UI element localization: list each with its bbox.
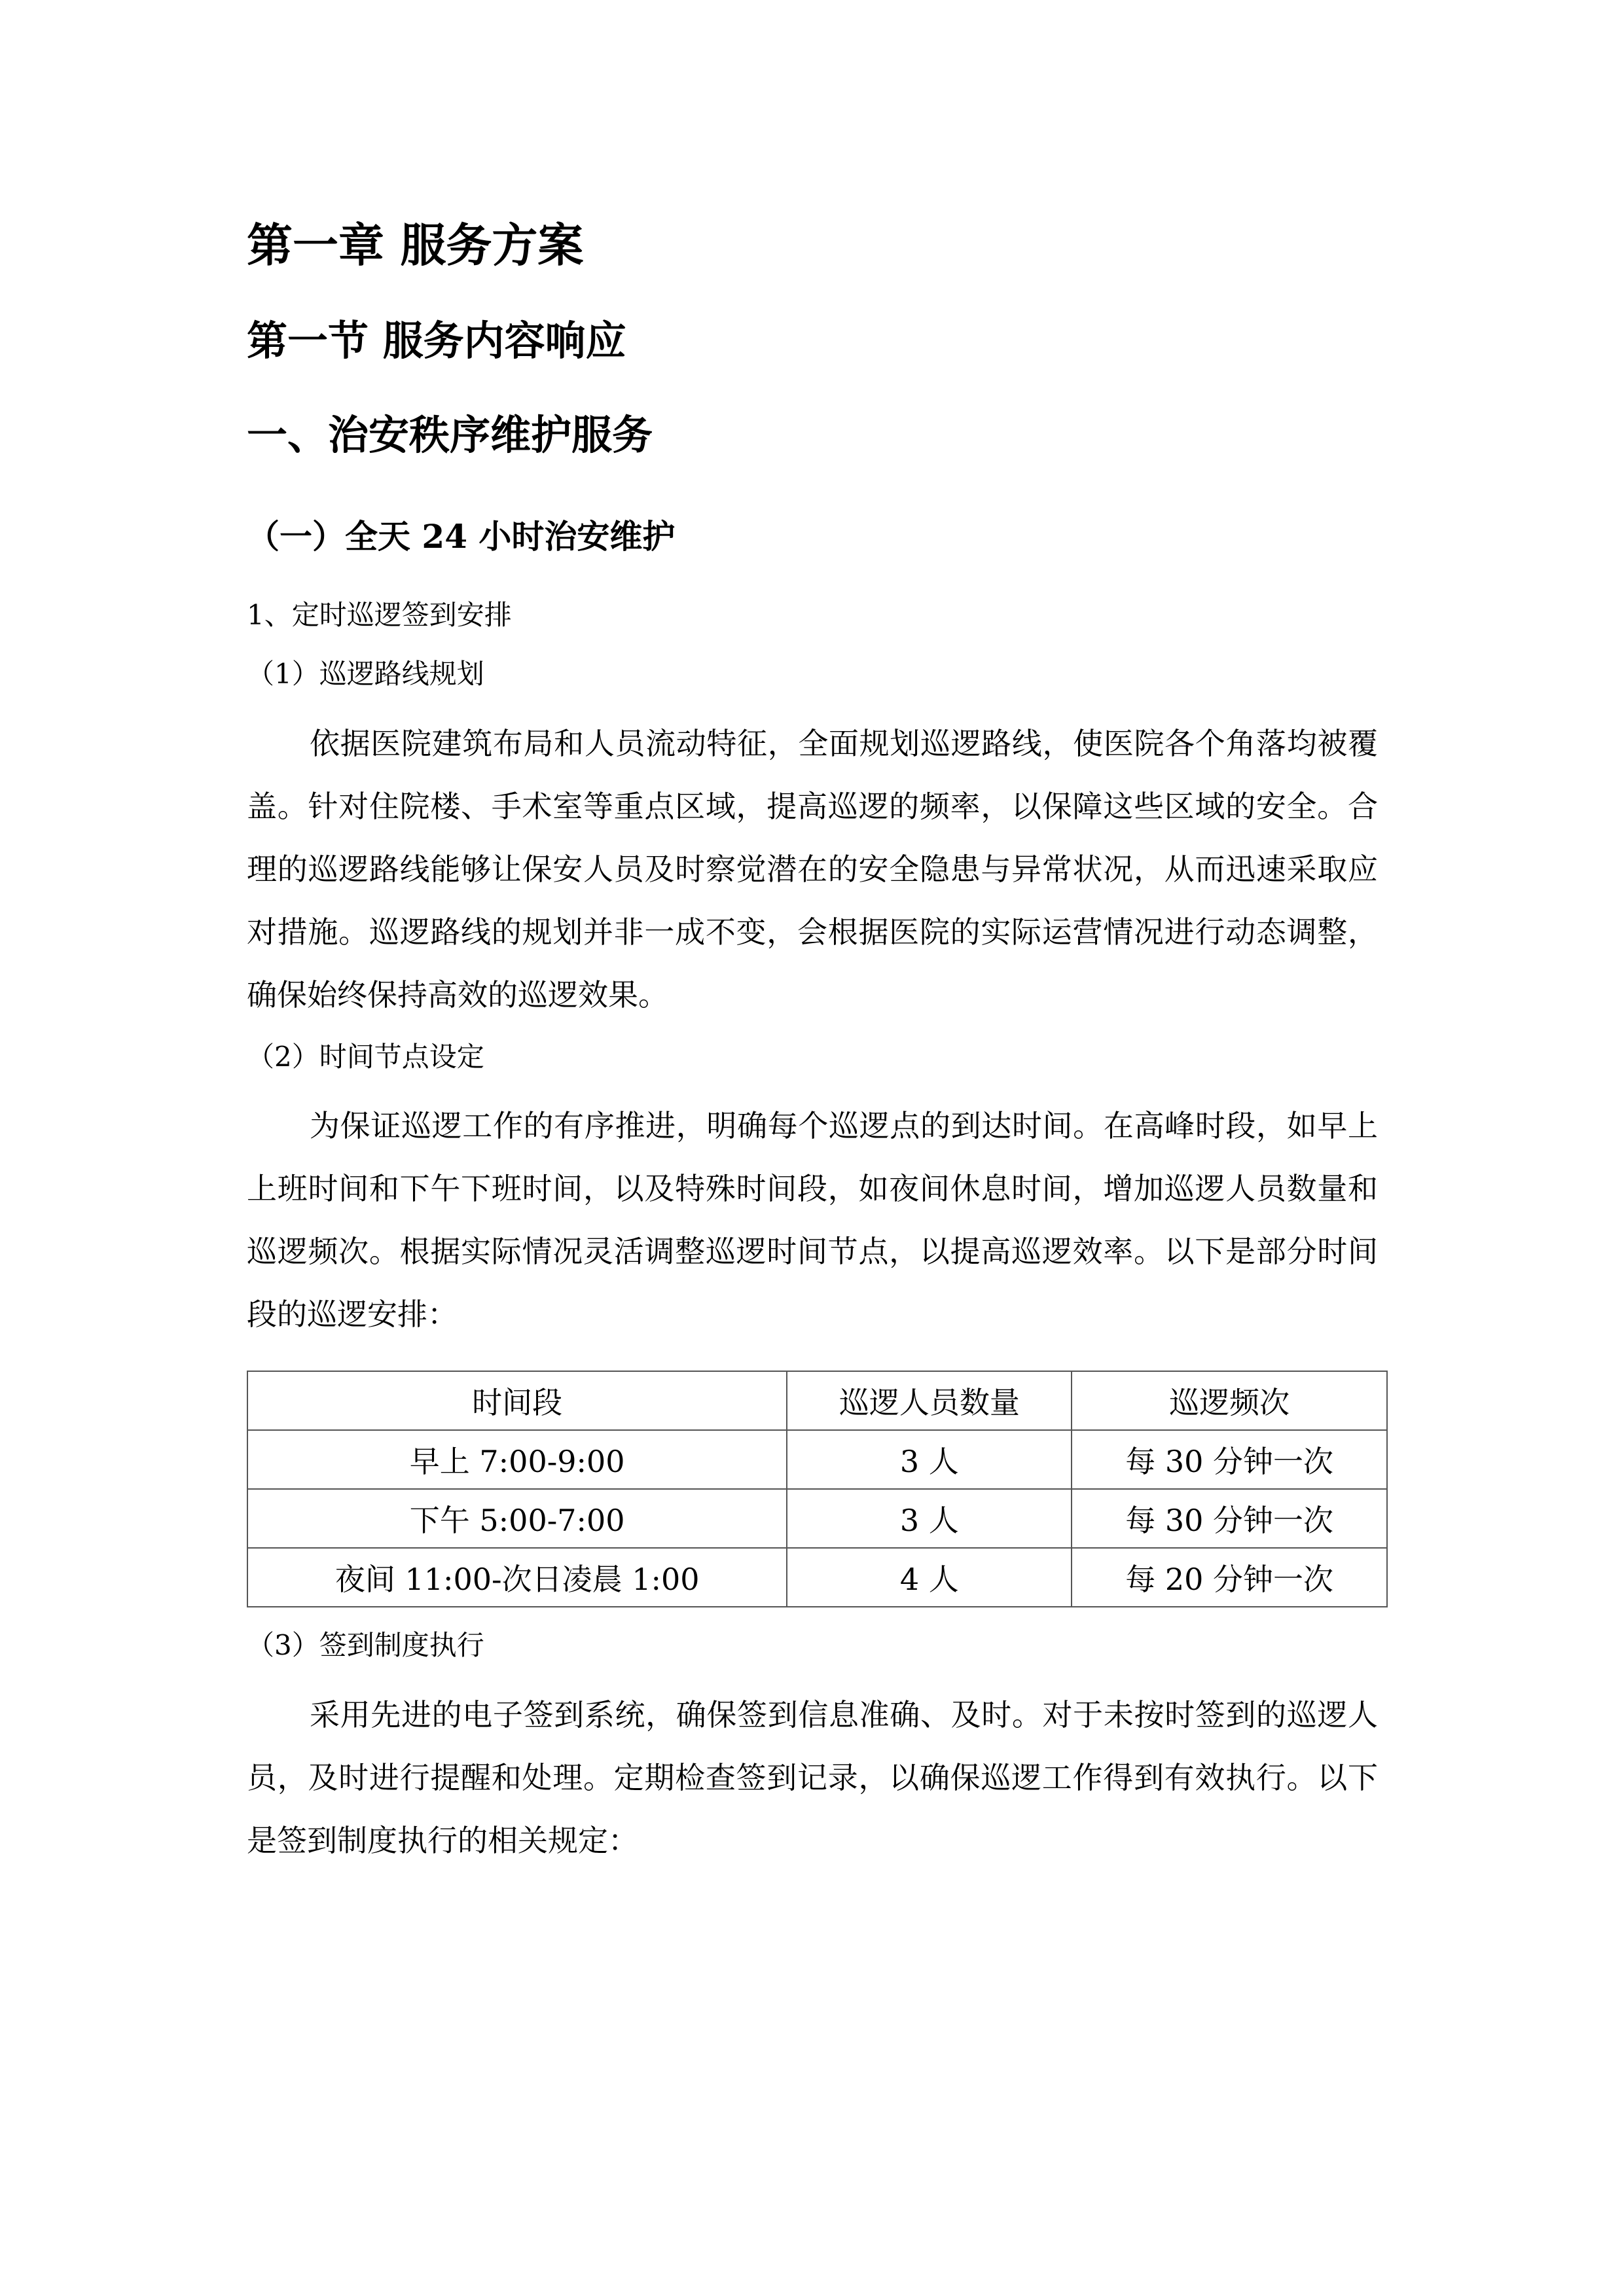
section-title: 第一节 服务内容响应	[247, 317, 626, 365]
table-cell: 3 人	[787, 1489, 1072, 1548]
item1-title: 1、定时巡逻签到安排	[247, 599, 512, 631]
table-cell: 每 30 分钟一次	[1072, 1430, 1387, 1489]
table-header-row	[247, 1371, 1387, 1430]
table-row	[247, 1548, 1387, 1607]
table-header-cell: 时间段	[247, 1371, 787, 1430]
sub1-paragraph: 依据医院建筑布局和人员流动特征，全面规划巡逻路线，使医院各个角落均被覆盖。针对住院楼、手术室等重点区域，提高巡逻的频率，以保障这些区域的安全。合理的巡逻路线能够让保安人员及时察觉潜在的安全隐患与异常状况，从而迅速采取应对措施。巡逻路线的规划并非一成不变，会根据医院的实际运营情况进行动态调整，确保始终保持高效的巡逻效果。	[247, 726, 1378, 1013]
table-cell: 下午 5:00-7:00	[247, 1489, 787, 1548]
table-cell: 早上 7:00-9:00	[247, 1430, 787, 1489]
table-cell: 4 人	[787, 1548, 1072, 1607]
sub3-title: （3）签到制度执行	[247, 1629, 484, 1661]
table-row	[247, 1430, 1387, 1489]
table-row	[247, 1489, 1387, 1548]
table-cell: 夜间 11:00-次日凌晨 1:00	[247, 1548, 787, 1607]
table-header-cell: 巡逻人员数量	[787, 1371, 1072, 1430]
table-header-cell: 巡逻频次	[1072, 1371, 1387, 1430]
sub1-title: （1）巡逻路线规划	[247, 658, 484, 690]
sub2-paragraph: 为保证巡逻工作的有序推进，明确每个巡逻点的到达时间。在高峰时段，如早上上班时间和下午下班时间，以及特殊时间段，如夜间休息时间，增加巡逻人员数量和巡逻频次。根据实际情况灵活调整巡逻时间节点，以提高巡逻效率。以下是部分时间段的巡逻安排：	[247, 1108, 1378, 1332]
subsection-title: 一、治安秩序维护服务	[247, 411, 653, 459]
table-cell: 3 人	[787, 1430, 1072, 1489]
sub3-paragraph: 采用先进的电子签到系统，确保签到信息准确、及时。对于未按时签到的巡逻人员，及时进行提醒和处理。定期检查签到记录，以确保巡逻工作得到有效执行。以下是签到制度执行的相关规定：	[247, 1697, 1378, 1858]
patrol-schedule-table	[247, 1371, 1388, 1607]
table-cell: 每 20 分钟一次	[1072, 1548, 1387, 1607]
chapter-title: 第一章 服务方案	[247, 219, 584, 272]
table-cell: 每 30 分钟一次	[1072, 1489, 1387, 1548]
level3-title: （一）全天 24 小时治安维护	[247, 517, 676, 556]
sub2-title: （2）时间节点设定	[247, 1041, 484, 1073]
